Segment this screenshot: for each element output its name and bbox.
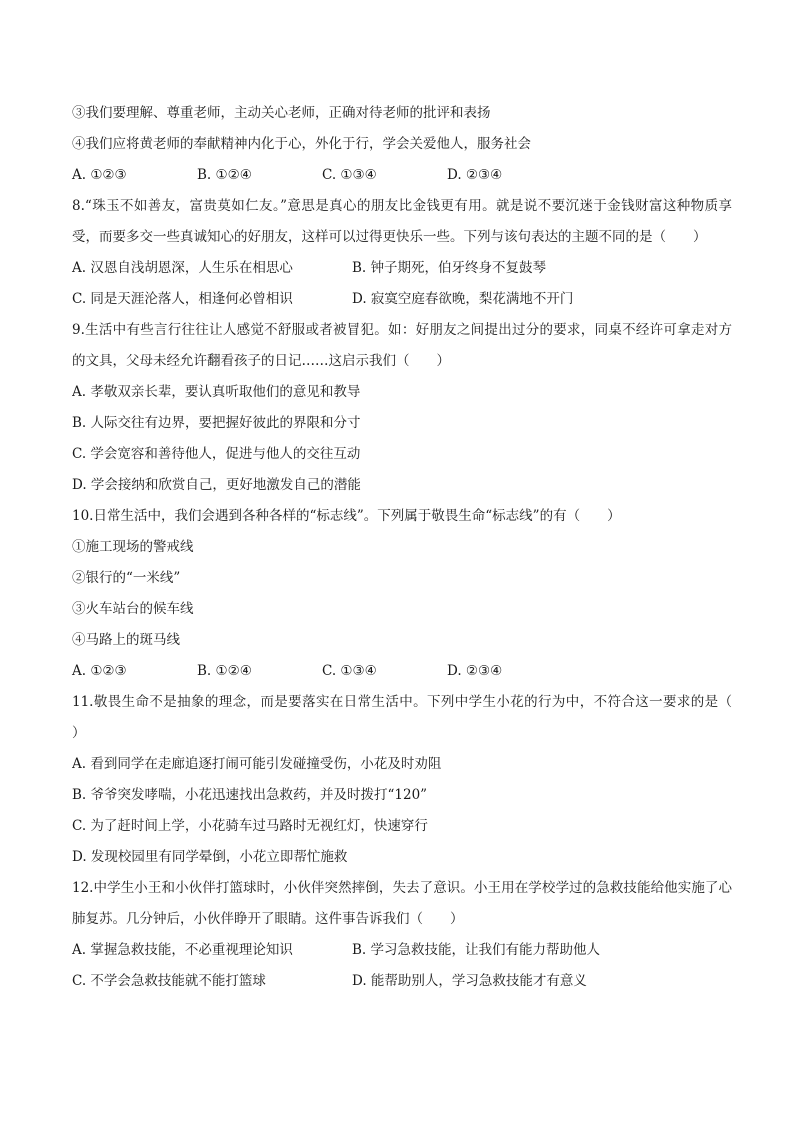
- q11-option-d: D. 发现校园里有同学晕倒，小花立即帮忙施救: [72, 849, 348, 865]
- q10-option-d: D. ②③④: [447, 663, 503, 679]
- q7-option-a: A. ①②③: [72, 167, 127, 183]
- q8-option-b: B. 钟子期死，伯牙终身不复鼓琴: [352, 260, 547, 276]
- q9-option-b: B. 人际交往有边界，要把握好彼此的界限和分寸: [72, 415, 361, 431]
- q9-option-a: A. 孝敬双亲长辈，要认真听取他们的意见和教导: [72, 384, 361, 400]
- q12-options-row-2: [72, 966, 732, 997]
- q10-stem: 10.日常生活中，我们会遇到各种各样的“标志线”。下列属于敬畏生命“标志线”的有（ ）: [72, 508, 621, 524]
- q10-option-b: B. ①②④: [197, 663, 252, 679]
- exam-page: [72, 98, 759, 997]
- q8-option-a: A. 汉恩自浅胡恩深，人生乐在相思心: [72, 260, 293, 276]
- q10-options: [72, 656, 732, 687]
- q12-option-d: D. 能帮助别人，学习急救技能才有意义: [352, 973, 587, 989]
- q12-stem: 12.中学生小王和小伙伴打篮球时，小伙伴突然摔倒，失去了意识。小王用在学校学过的急救技能给他实施了心肺复苏。几分钟后，小伙伴睁开了眼睛。这件事告诉我们（ ）: [72, 880, 732, 927]
- q11-option-a: A. 看到同学在走廊追逐打闹可能引发碰撞受伤，小花及时劝阻: [72, 756, 442, 772]
- q10-item-1: ①施工现场的警戒线: [72, 539, 194, 555]
- q7-option-b: B. ①②④: [197, 167, 252, 183]
- q12-option-c: C. 不学会急救技能就不能打篮球: [72, 973, 266, 989]
- q10-item-3: ③火车站台的候车线: [72, 601, 194, 617]
- q8-options-row-2: [72, 284, 732, 315]
- q12-option-b: B. 学习急救技能，让我们有能力帮助他人: [352, 942, 601, 958]
- q12-option-a: A. 掌握急救技能，不必重视理论知识: [72, 942, 293, 958]
- q10-option-a: A. ①②③: [72, 663, 127, 679]
- q9-stem: 9.生活中有些言行往往让人感觉不舒服或者被冒犯。如：好朋友之间提出过分的要求，同桌不经许可拿走对方的文具，父母未经允许翻看孩子的日记……这启示我们（ ）: [72, 322, 732, 369]
- q11-stem: 11.敬畏生命不是抽象的理念，而是要落实在日常生活中。下列中学生小花的行为中，不符合这一要求的是（ ）: [72, 694, 759, 741]
- q9-option-d: D. 学会接纳和欣赏自己，更好地激发自己的潜能: [72, 477, 361, 493]
- q8-option-c: C. 同是天涯沦落人，相逢何必曾相识: [72, 291, 293, 307]
- q7-statement-4: ④我们应将黄老师的奉献精神内化于心，外化于行，学会关爱他人，服务社会: [72, 136, 531, 152]
- q7-statement-3: ③我们要理解、尊重老师，主动关心老师，正确对待老师的批评和表扬: [72, 105, 491, 121]
- q12-options-row-1: [72, 935, 732, 966]
- q9-option-c: C. 学会宽容和善待他人，促进与他人的交往互动: [72, 446, 361, 462]
- q8-options-row-1: [72, 253, 732, 284]
- q10-item-4: ④马路上的斑马线: [72, 632, 180, 648]
- q7-option-d: D. ②③④: [447, 167, 503, 183]
- q10-option-c: C. ①③④: [322, 663, 377, 679]
- q11-option-b: B. 爷爷突发哮喘，小花迅速找出急救药，并及时拨打“120”: [72, 787, 428, 803]
- q10-item-2: ②银行的“一米线”: [72, 570, 181, 586]
- q11-option-c: C. 为了赶时间上学，小花骑车过马路时无视红灯，快速穿行: [72, 818, 428, 834]
- q8-option-d: D. 寂寞空庭春欲晚，梨花满地不开门: [352, 291, 574, 307]
- q8-stem: 8.“珠玉不如善友，富贵莫如仁友。”意思是真心的朋友比金钱更有用。就是说不要沉迷于金钱财富这种物质享受，而要多交一些真诚知心的好朋友，这样可以过得更快乐一些。下列与该句表达的主题不同的是（ ）: [72, 198, 732, 245]
- q7-option-c: C. ①③④: [322, 167, 377, 183]
- q7-options: [72, 160, 732, 191]
